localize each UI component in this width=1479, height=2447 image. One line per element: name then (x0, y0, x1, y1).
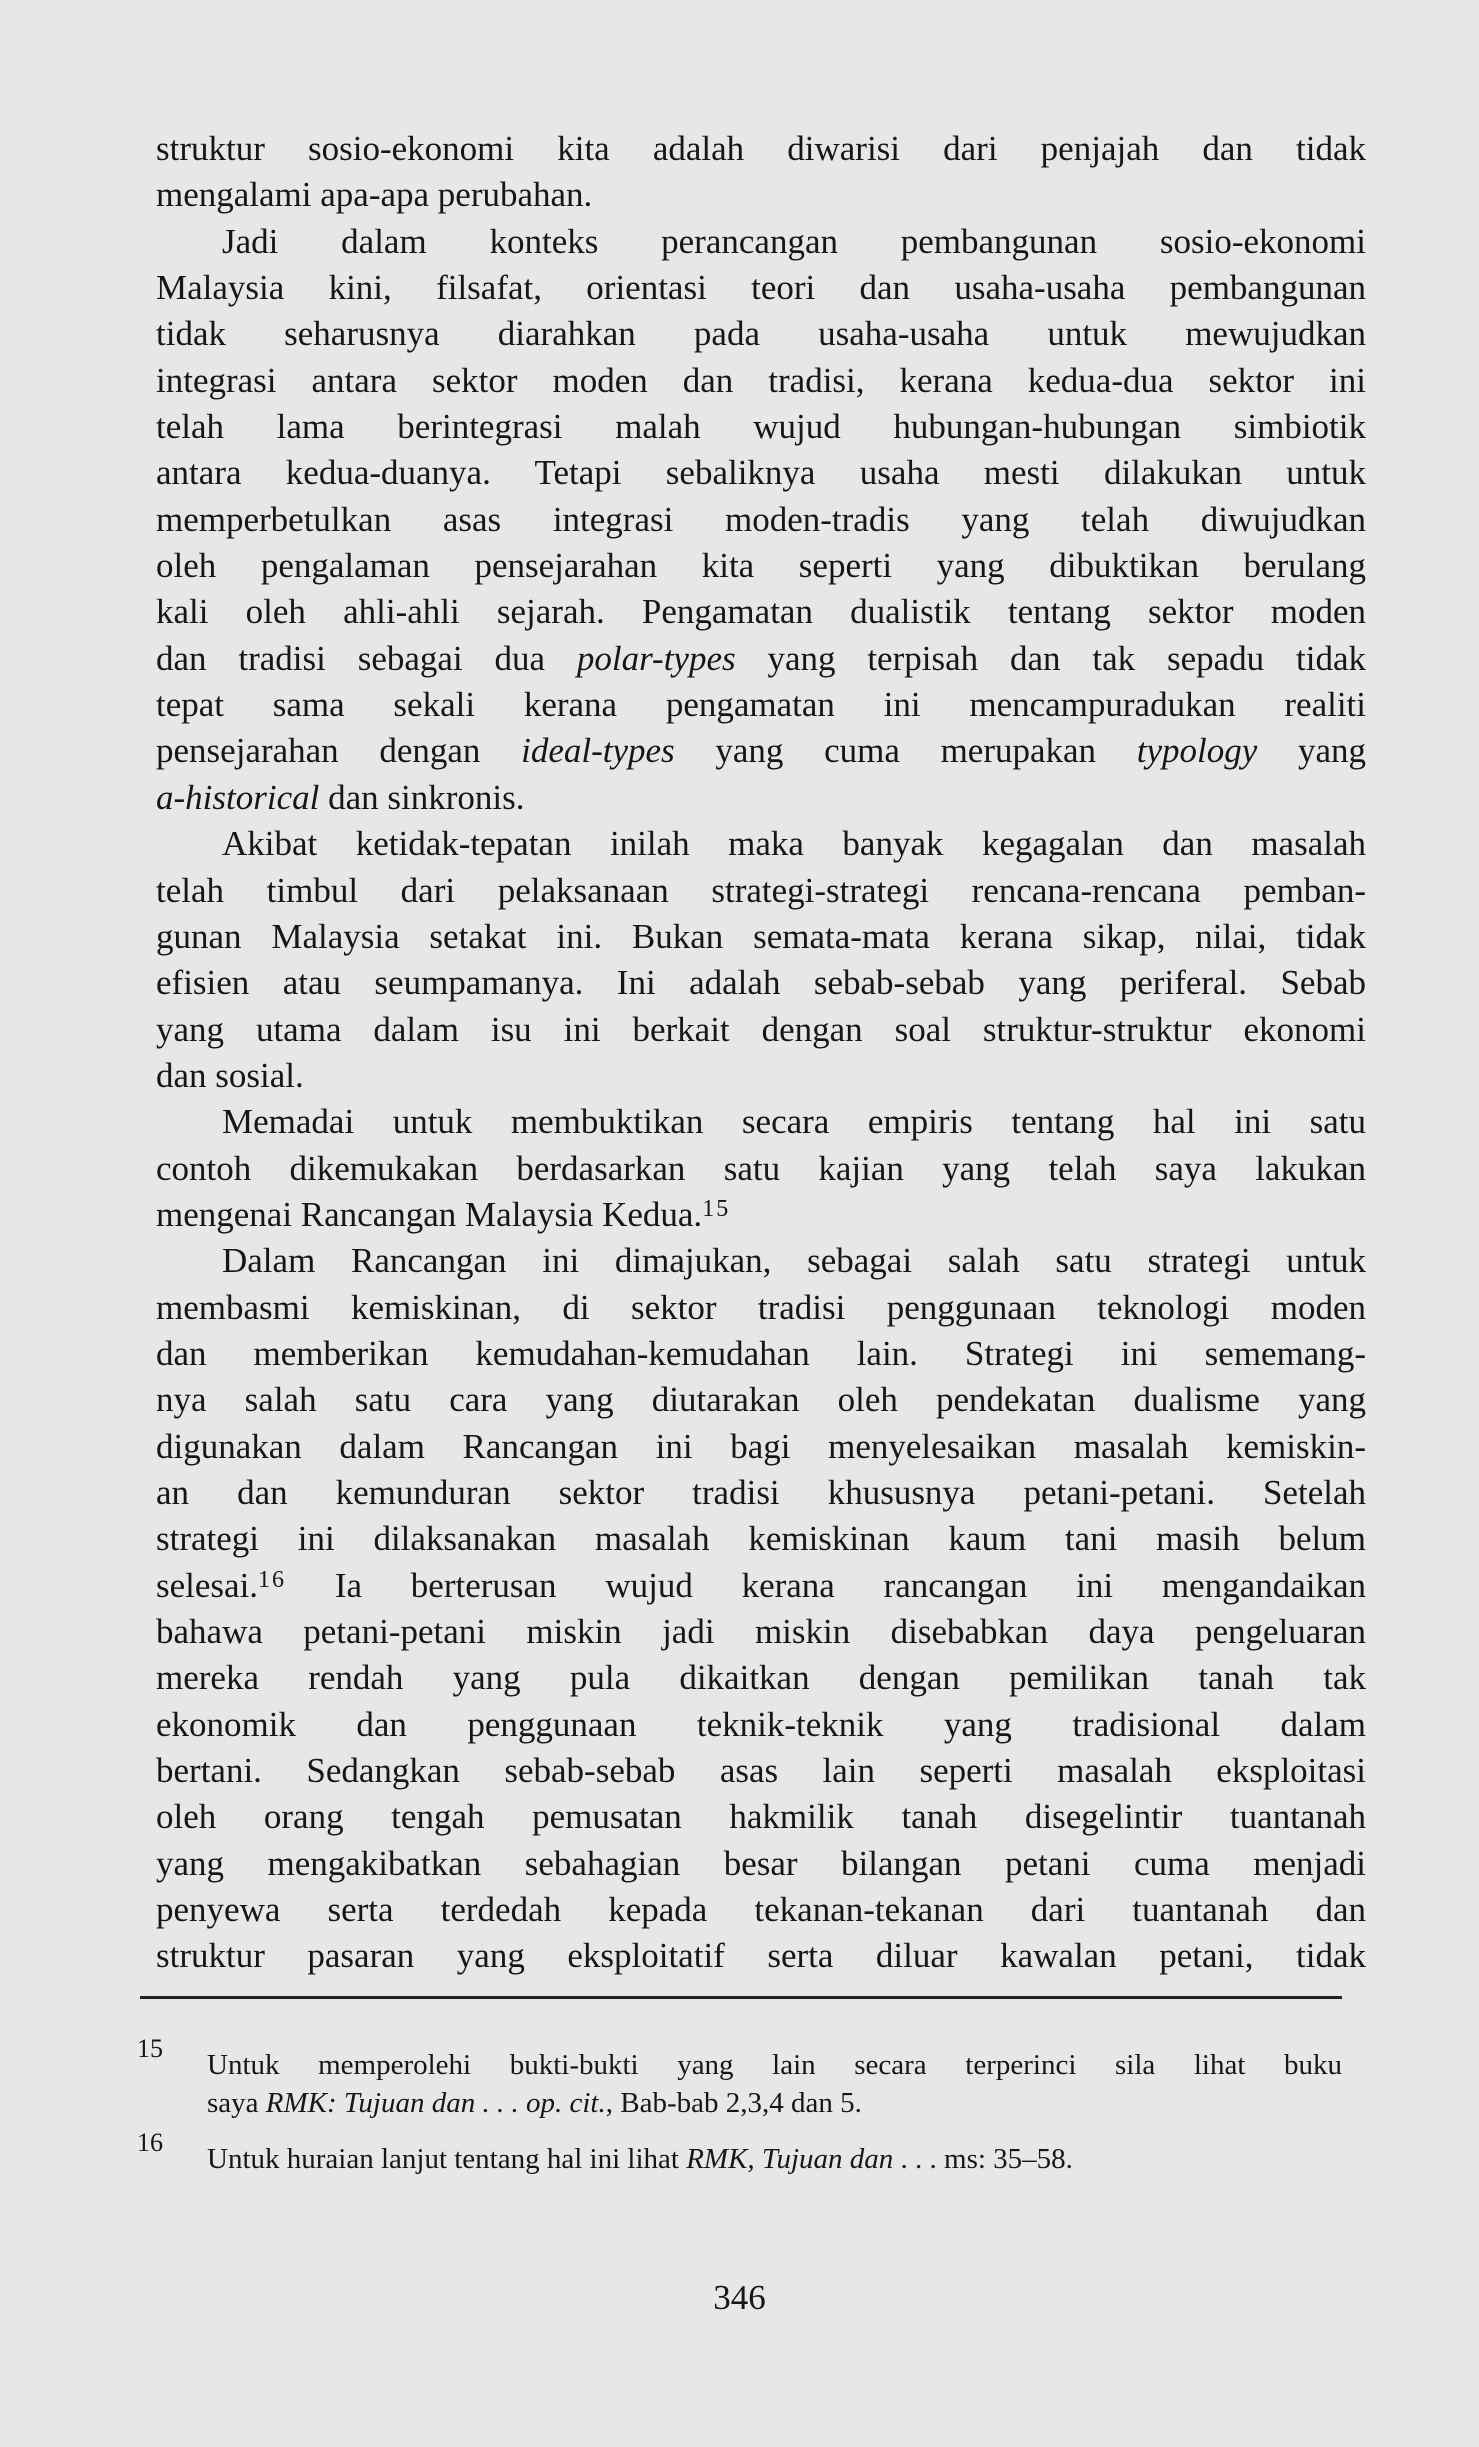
text-segment: yang cuma merupakan (674, 731, 1137, 771)
text-segment: efisien atau seumpamanya. Ini adalah sebab-sebab yang periferal. Sebab (156, 963, 1366, 1003)
footnote-text (207, 2140, 1342, 2178)
text-line (156, 404, 1366, 450)
text-line (156, 1424, 1366, 1470)
text-segment: ekonomik dan penggunaan teknik-teknik yang tradisional dalam (156, 1704, 1366, 1744)
text-segment: telah timbul dari pelaksanaan strategi-strategi rencana-rencana pemban- (156, 870, 1366, 910)
text-segment: Jadi dalam konteks perancangan pembangunan sosio-ekonomi (222, 221, 1366, 261)
text-segment: oleh orang tengah pemusatan hakmilik tanah disegelintir tuantanah (156, 1797, 1366, 1837)
text-line (156, 172, 1366, 218)
text-line (156, 358, 1366, 404)
text-segment: digunakan dalam Rancangan ini bagi menyelesaikan masalah kemiskin- (156, 1426, 1366, 1466)
text-line (207, 2084, 1342, 2122)
text-segment: contoh dikemukakan berdasarkan satu kajian yang telah saya lakukan (156, 1148, 1366, 1188)
text-line (156, 682, 1366, 728)
text-segment: , Bab-bab 2,3,4 dan 5. (605, 2087, 862, 2119)
text-segment: yang utama dalam isu ini berkait dengan soal struktur-struktur ekonomi (156, 1009, 1366, 1049)
text-segment: . . . ms: 35–58. (893, 2143, 1073, 2175)
text-line (156, 1285, 1366, 1331)
footnote-reference: 15 (702, 1195, 731, 1222)
text-segment: Ia berterusan wujud kerana rancangan ini mengandaikan (286, 1565, 1366, 1605)
text-segment: saya (207, 2087, 266, 2119)
text-segment: dan sinkronis. (319, 777, 525, 817)
text-line (156, 1470, 1366, 1516)
text-segment: yang mengakibatkan sebahagian besar bilangan petani cuma menjadi (156, 1843, 1366, 1883)
text-line (156, 636, 1366, 682)
text-segment: kali oleh ahli-ahli sejarah. Pengamatan dualistik tentang sektor moden (156, 592, 1366, 632)
italic-text: polar-types (576, 638, 736, 678)
text-line (156, 219, 1366, 265)
text-line (156, 1377, 1366, 1423)
text-segment: penyewa serta terdedah kepada tekanan-tekanan dari tuantanah dan (156, 1890, 1366, 1930)
text-segment: Untuk huraian lanjut tentang hal ini lihat (207, 2143, 687, 2175)
text-line (156, 1146, 1366, 1192)
text-line (156, 960, 1366, 1006)
text-segment: memperbetulkan asas integrasi moden-tradis yang telah diwujudkan (156, 499, 1366, 539)
text-line (156, 1933, 1366, 1979)
text-line (156, 1192, 1366, 1238)
text-line (207, 2046, 1342, 2084)
text-line (156, 265, 1366, 311)
text-line (156, 1655, 1366, 1701)
footnote-number: 15 (137, 2034, 163, 2063)
italic-text: typology (1136, 731, 1258, 771)
footnote-rule (140, 1996, 1342, 1999)
text-segment: gunan Malaysia setakat ini. Bukan semata-mata kerana sikap, nilai, tidak (156, 916, 1366, 956)
text-line (156, 1053, 1366, 1099)
text-segment: Malaysia kini, filsafat, orientasi teori dan usaha-usaha pembangunan (156, 268, 1366, 308)
text-line (156, 1887, 1366, 1933)
text-line (156, 868, 1366, 914)
text-segment: selesai. (156, 1565, 259, 1605)
text-segment: mengalami apa-apa perubahan. (156, 175, 593, 215)
text-segment: tepat sama sekali kerana pengamatan ini mencampuradukan realiti (156, 685, 1366, 725)
text-segment: bertani. Sedangkan sebab-sebab asas lain seperti masalah eksploitasi (156, 1751, 1366, 1791)
text-line (156, 728, 1366, 774)
text-line (156, 1099, 1366, 1145)
italic-text: ideal-types (521, 731, 675, 771)
text-segment: mereka rendah yang pula dikaitkan dengan pemilikan tanah tak (156, 1658, 1366, 1698)
italic-text: RMK, Tujuan dan (686, 2143, 894, 2175)
text-segment: dan sosial. (156, 1055, 304, 1095)
text-line (207, 2140, 1342, 2178)
text-segment: struktur pasaran yang eksploitatif serta diluar kawalan petani, tidak (156, 1936, 1366, 1976)
text-segment: Memadai untuk membuktikan secara empiris tentang hal ini satu (222, 1102, 1366, 1142)
footnote-number: 16 (137, 2128, 163, 2157)
text-segment: strategi ini dilaksanakan masalah kemiskinan kaum tani masih belum (156, 1519, 1366, 1559)
text-line (156, 1331, 1366, 1377)
text-segment: yang (1257, 731, 1367, 771)
text-segment: Akibat ketidak-tepatan inilah maka banyak kegagalan dan masalah (222, 824, 1366, 864)
text-segment: Dalam Rancangan ini dimajukan, sebagai salah satu strategi untuk (222, 1241, 1366, 1281)
text-line (156, 450, 1366, 496)
text-segment: yang terpisah dan tak sepadu tidak (735, 638, 1366, 678)
body-text (156, 126, 1366, 1980)
text-line (156, 775, 1366, 821)
italic-text: RMK: Tujuan dan . . . op. cit. (265, 2087, 606, 2119)
text-line (156, 1563, 1366, 1609)
text-line (156, 1238, 1366, 1284)
text-segment: Untuk memperolehi bukti-bukti yang lain secara terperinci sila lihat buku (207, 2049, 1342, 2081)
text-line (156, 821, 1366, 867)
text-segment: integrasi antara sektor moden dan tradisi, kerana kedua-dua sektor ini (156, 360, 1366, 400)
text-segment: pensejarahan dengan (156, 731, 522, 771)
footnote-reference: 16 (258, 1566, 287, 1593)
text-segment: dan tradisi sebagai dua (156, 638, 577, 678)
italic-text: a-historical (156, 777, 320, 817)
text-line (156, 497, 1366, 543)
text-line (156, 589, 1366, 635)
text-line (156, 1794, 1366, 1840)
text-line (156, 1609, 1366, 1655)
text-segment: mengenai Rancangan Malaysia Kedua. (156, 1194, 703, 1234)
text-line (156, 914, 1366, 960)
text-segment: bahawa petani-petani miskin jadi miskin disebabkan daya pengeluaran (156, 1612, 1366, 1651)
page-number: 346 (713, 2278, 766, 2317)
text-line (156, 1516, 1366, 1562)
footnote-text (207, 2046, 1342, 2122)
text-line (156, 1748, 1366, 1794)
text-segment: tidak seharusnya diarahkan pada usaha-usaha untuk mewujudkan (156, 314, 1366, 354)
text-segment: dan memberikan kemudahan-kemudahan lain. Strategi ini sememang- (156, 1333, 1366, 1373)
text-segment: struktur sosio-ekonomi kita adalah diwarisi dari penjajah dan tidak (156, 129, 1366, 168)
text-segment: membasmi kemiskinan, di sektor tradisi penggunaan teknologi moden (156, 1287, 1366, 1327)
text-line (156, 1007, 1366, 1053)
text-segment: telah lama berintegrasi malah wujud hubungan-hubungan simbiotik (156, 407, 1366, 447)
text-line (156, 126, 1366, 172)
text-line (156, 1702, 1366, 1748)
text-segment: nya salah satu cara yang diutarakan oleh pendekatan dualisme yang (156, 1380, 1366, 1420)
text-line (156, 311, 1366, 357)
text-line (156, 1841, 1366, 1887)
text-line (156, 543, 1366, 589)
text-segment: an dan kemunduran sektor tradisi khususnya petani-petani. Setelah (156, 1472, 1366, 1512)
text-segment: oleh pengalaman pensejarahan kita seperti yang dibuktikan berulang (156, 546, 1366, 586)
text-segment: antara kedua-duanya. Tetapi sebaliknya usaha mesti dilakukan untuk (156, 453, 1366, 493)
